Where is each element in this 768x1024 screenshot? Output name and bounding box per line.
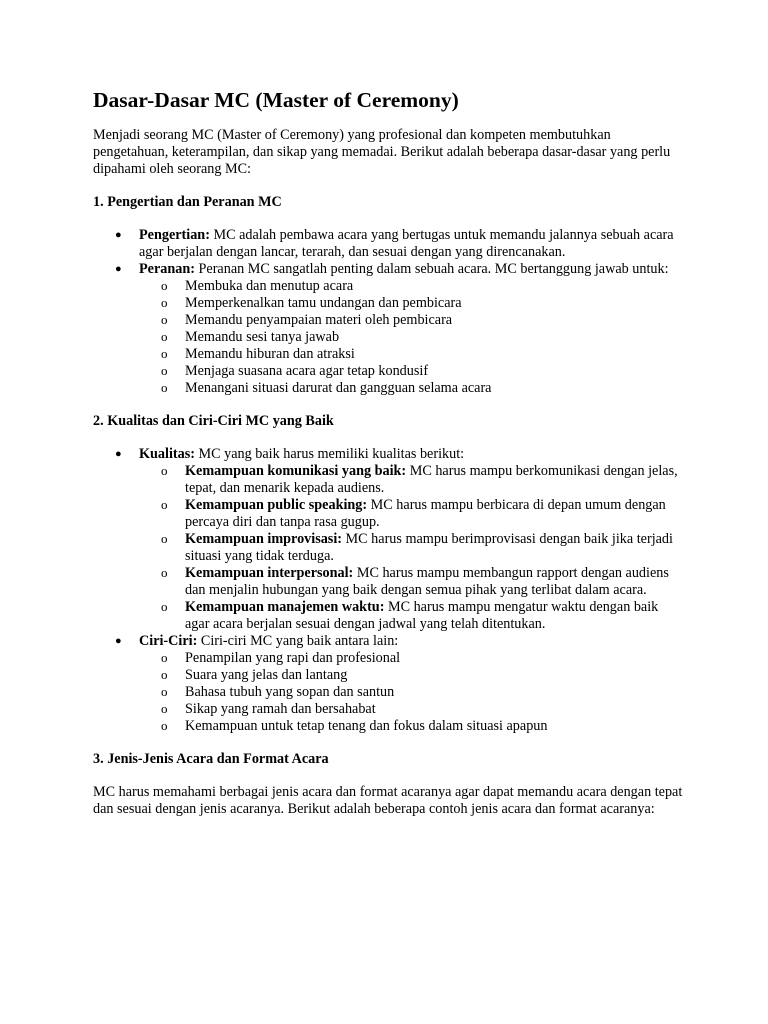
circle-bullet-icon: o: [161, 701, 168, 716]
circle-bullet-icon: o: [161, 718, 168, 733]
sub-item-text: Membuka dan menutup acara: [185, 278, 354, 294]
sub-item-text: Penampilan yang rapi dan profesional: [185, 650, 401, 666]
sub-list: [139, 650, 683, 735]
sub-item-label: Kemampuan komunikasi yang baik:: [185, 463, 407, 479]
sub-list-item: [139, 380, 683, 397]
circle-bullet-icon: o: [161, 667, 168, 682]
sub-list-item: [139, 295, 683, 312]
sub-item-text: Memandu sesi tanya jawab: [185, 329, 340, 345]
sub-item-text: MC harus mampu mengatur waktu dengan baik agar acara berjalan sesuai dengan jadwal yang telah ditentukan.: [185, 599, 659, 632]
sub-item-text: Kemampuan untuk tetap tenang dan fokus dalam situasi apapun: [185, 718, 548, 734]
list-item: [93, 227, 683, 261]
circle-bullet-icon: o: [161, 363, 168, 378]
circle-bullet-icon: o: [161, 531, 168, 546]
sub-list-item: [139, 363, 683, 380]
sub-item-text: Sikap yang ramah dan bersahabat: [185, 701, 376, 717]
sub-item-label: Kemampuan interpersonal:: [185, 565, 354, 581]
sub-item-text: MC harus mampu berkomunikasi dengan jelas, tepat, dan menarik kepada audiens.: [185, 463, 678, 496]
sub-item-text: MC harus mampu berbicara di depan umum dengan percaya diri dan tanpa rasa gugup.: [185, 497, 666, 530]
item-text: Ciri-ciri MC yang baik antara lain:: [197, 633, 399, 649]
sub-item-text: Memperkenalkan tamu undangan dan pembicara: [185, 295, 462, 311]
sub-item-text: Menjaga suasana acara agar tetap kondusif: [185, 363, 429, 379]
item-text: MC adalah pembawa acara yang bertugas untuk memandu jalannya sebuah acara agar berjalan dengan lancar, terarah, dan sesuai dengan yang direncanakan.: [139, 227, 674, 260]
section-1-heading: 1. Pengertian dan Peranan MC: [93, 194, 282, 210]
item-label: Peranan:: [139, 261, 195, 277]
bullet-icon: ●: [115, 263, 122, 275]
sub-list-item: [139, 312, 683, 329]
sub-item-text: Memandu penyampaian materi oleh pembicara: [185, 312, 453, 328]
sub-item-text: MC harus mampu membangun rapport dengan audiens dan menjalin hubungan yang baik dengan semua pihak yang terlibat dalam acara.: [185, 565, 669, 598]
item-label: Ciri-Ciri:: [139, 633, 198, 649]
sub-list: [139, 278, 683, 397]
sub-item-text: Menangani situasi darurat dan gangguan selama acara: [185, 380, 492, 396]
sub-list: [139, 463, 683, 633]
sub-list-item: [139, 599, 683, 633]
sub-item-text: Suara yang jelas dan lantang: [185, 667, 348, 683]
sub-item-label: Kemampuan manajemen waktu:: [185, 599, 385, 615]
sub-item-label: Kemampuan public speaking:: [185, 497, 368, 513]
sub-list-item: [139, 329, 683, 346]
intro-paragraph: Menjadi seorang MC (Master of Ceremony) yang profesional dan kompeten membutuhkan pengetahuan, keterampilan, dan sikap yang memadai. Berikut adalah beberapa dasar-dasar yang perlu dipahami oleh seorang MC:: [93, 127, 671, 177]
bullet-icon: ●: [115, 448, 122, 460]
circle-bullet-icon: o: [161, 380, 168, 395]
circle-bullet-icon: o: [161, 463, 168, 478]
item-text: MC yang baik harus memiliki kualitas berikut:: [194, 446, 465, 462]
circle-bullet-icon: o: [161, 278, 168, 293]
sub-list-item: [139, 684, 683, 701]
list-item: [93, 633, 683, 735]
section-1-list: [93, 227, 683, 397]
item-label: Kualitas:: [139, 446, 195, 462]
sub-item-text: Bahasa tubuh yang sopan dan santun: [185, 684, 395, 700]
circle-bullet-icon: o: [161, 684, 168, 699]
circle-bullet-icon: o: [161, 295, 168, 310]
sub-list-item: [139, 667, 683, 684]
section-3-paragraph: MC harus memahami berbagai jenis acara dan format acaranya agar dapat memandu acara dengan tepat dan sesuai dengan jenis acaranya. Berikut adalah beberapa contoh jenis acara dan format acaranya:: [93, 784, 683, 817]
sub-item-text: MC harus mampu berimprovisasi dengan baik jika terjadi situasi yang tidak terduga.: [185, 531, 673, 564]
sub-list-item: [139, 701, 683, 718]
sub-list-item: [139, 650, 683, 667]
bullet-icon: ●: [115, 229, 122, 241]
sub-list-item: [139, 346, 683, 363]
circle-bullet-icon: o: [161, 565, 168, 580]
section-2-heading: 2. Kualitas dan Ciri-Ciri MC yang Baik: [93, 413, 334, 429]
sub-list-item: [139, 463, 683, 497]
list-item: [93, 446, 683, 633]
circle-bullet-icon: o: [161, 599, 168, 614]
section-3-heading: 3. Jenis-Jenis Acara dan Format Acara: [93, 751, 329, 767]
item-text: Peranan MC sangatlah penting dalam sebuah acara. MC bertanggung jawab untuk:: [194, 261, 669, 277]
document-page: [93, 87, 683, 818]
circle-bullet-icon: o: [161, 312, 168, 327]
document-title: Dasar-Dasar MC (Master of Ceremony): [93, 88, 459, 112]
sub-item-label: Kemampuan improvisasi:: [185, 531, 342, 547]
sub-list-item: [139, 497, 683, 531]
section-2-list: [93, 446, 683, 735]
circle-bullet-icon: o: [161, 346, 168, 361]
circle-bullet-icon: o: [161, 329, 168, 344]
sub-list-item: [139, 278, 683, 295]
circle-bullet-icon: o: [161, 497, 168, 512]
list-item: [93, 261, 683, 397]
circle-bullet-icon: o: [161, 650, 168, 665]
sub-item-text: Memandu hiburan dan atraksi: [185, 346, 355, 362]
bullet-icon: ●: [115, 635, 122, 647]
item-label: Pengertian:: [139, 227, 210, 243]
sub-list-item: [139, 565, 683, 599]
sub-list-item: [139, 531, 683, 565]
sub-list-item: [139, 718, 683, 735]
